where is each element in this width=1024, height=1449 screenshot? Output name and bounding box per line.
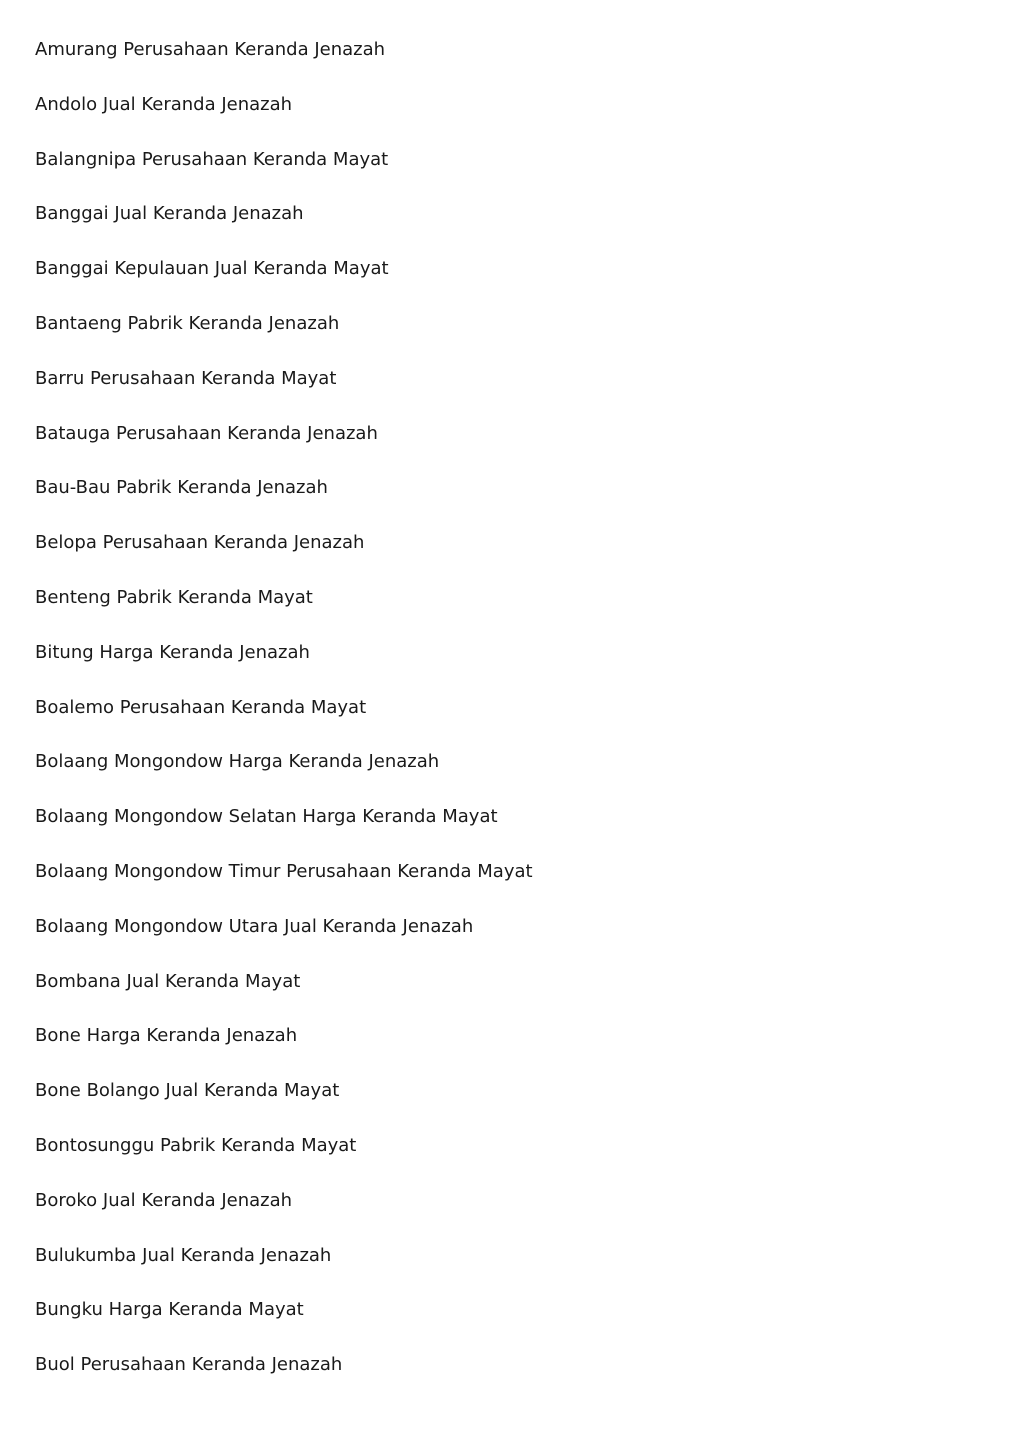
list-item: Bone Harga Keranda Jenazah	[35, 1025, 298, 1047]
list-item: Bolaang Mongondow Harga Keranda Jenazah	[35, 751, 440, 773]
list-item: Benteng Pabrik Keranda Mayat	[35, 586, 313, 608]
list-item: Batauga Perusahaan Keranda Jenazah	[35, 422, 378, 444]
list-item: Banggai Jual Keranda Jenazah	[35, 203, 304, 225]
list-item: Bau-Bau Pabrik Keranda Jenazah	[35, 477, 328, 499]
list-item: Bantaeng Pabrik Keranda Jenazah	[35, 312, 340, 334]
list-item: Boalemo Perusahaan Keranda Mayat	[35, 696, 367, 718]
list-item: Boroko Jual Keranda Jenazah	[35, 1189, 293, 1211]
list-item: Buol Perusahaan Keranda Jenazah	[35, 1354, 343, 1376]
list-item: Banggai Kepulauan Jual Keranda Mayat	[35, 258, 389, 280]
list-item: Barru Perusahaan Keranda Mayat	[35, 367, 337, 389]
list-item: Bombana Jual Keranda Mayat	[35, 970, 301, 992]
list-item: Bitung Harga Keranda Jenazah	[35, 641, 310, 663]
list-item: Balangnipa Perusahaan Keranda Mayat	[35, 148, 389, 170]
list-item: Bulukumba Jual Keranda Jenazah	[35, 1244, 332, 1266]
list-item: Andolo Jual Keranda Jenazah	[35, 93, 293, 115]
document-list	[35, 36, 533, 1406]
list-item: Amurang Perusahaan Keranda Jenazah	[35, 39, 386, 60]
list-item: Bone Bolango Jual Keranda Mayat	[35, 1080, 340, 1102]
list-item: Bontosunggu Pabrik Keranda Mayat	[35, 1134, 357, 1156]
list-item: Bungku Harga Keranda Mayat	[35, 1299, 304, 1321]
list-item: Belopa Perusahaan Keranda Jenazah	[35, 532, 365, 554]
list-item: Bolaang Mongondow Selatan Harga Keranda Mayat	[35, 806, 498, 828]
list-item: Bolaang Mongondow Timur Perusahaan Keranda Mayat	[35, 860, 533, 882]
list-item: Bolaang Mongondow Utara Jual Keranda Jenazah	[35, 915, 474, 937]
